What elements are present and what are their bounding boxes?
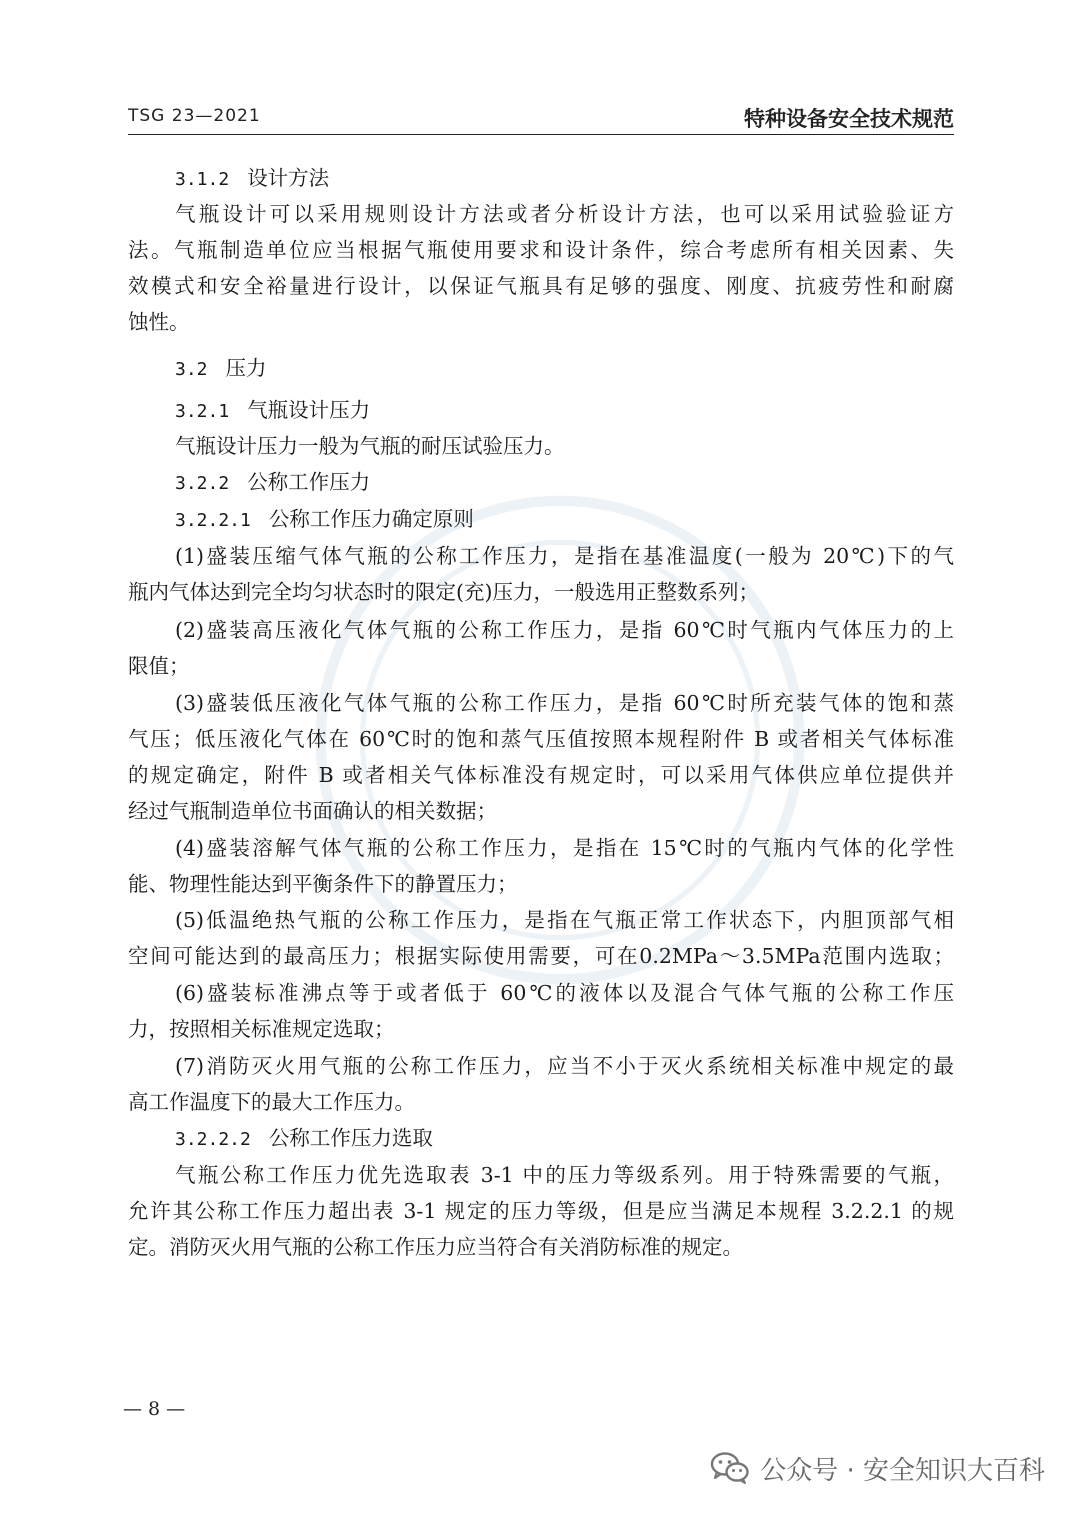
wechat-account-watermark bbox=[710, 1448, 1045, 1488]
list-item-line: 瓶内气体达到完全均匀状态时的限定(充)压力，一般选用正整数系列； bbox=[128, 580, 759, 604]
section-title: 公称工作压力确定原则 bbox=[268, 507, 474, 531]
page-header bbox=[128, 100, 954, 135]
page-number: — 8 — bbox=[123, 1398, 186, 1420]
paragraph-line: 气瓶设计可以采用规则设计方法或者分析设计方法，也可以采用试验验证方 bbox=[175, 202, 954, 226]
section-title: 压力 bbox=[225, 356, 267, 380]
section-heading-3-2-2-2 bbox=[175, 1120, 433, 1156]
wechat-account-name: 公众号 · 安全知识大百科 bbox=[760, 1455, 1045, 1486]
paragraph-line: 气瓶设计压力一般为气瓶的耐压试验压力。 bbox=[175, 434, 565, 458]
standard-code: TSG 23—2021 bbox=[128, 106, 261, 126]
list-item-line: (1)盛装压缩气体气瓶的公称工作压力，是指在基准温度(一般为 20℃)下的气 bbox=[175, 544, 954, 568]
list-item-line: (7)消防灭火用气瓶的公称工作压力，应当不小于灭火系统相关标准中规定的最 bbox=[175, 1054, 954, 1078]
list-item-line: (2)盛装高压液化气体气瓶的公称工作压力，是指 60℃时气瓶内气体压力的上 bbox=[175, 618, 954, 642]
list-item-line: 高工作温度下的最大工作压力。 bbox=[128, 1090, 415, 1114]
paragraph-line: 气瓶公称工作压力优先选取表 3-1 中的压力等级系列。用于特殊需要的气瓶， bbox=[175, 1163, 954, 1187]
section-heading-3-2-2 bbox=[175, 464, 370, 500]
section-heading-3-1-2 bbox=[175, 160, 329, 196]
paragraph-line: 法。气瓶制造单位应当根据气瓶使用要求和设计条件，综合考虑所有相关因素、失 bbox=[128, 238, 954, 262]
section-number: 3.2.2.2 bbox=[175, 1129, 251, 1150]
list-item-line: 限值； bbox=[128, 654, 190, 678]
list-item-line: (3)盛装低压液化气体气瓶的公称工作压力，是指 60℃时所充装气体的饱和蒸 bbox=[175, 691, 954, 715]
section-number: 3.2.1 bbox=[175, 401, 230, 422]
section-heading-3-2-2-1 bbox=[175, 501, 474, 537]
section-heading-3-2 bbox=[175, 350, 267, 386]
list-item-line: (4)盛装溶解气体气瓶的公称工作压力，是指在 15℃时的气瓶内气体的化学性 bbox=[175, 836, 954, 860]
list-item-line: 气压；低压液化气体在 60℃时的饱和蒸气压值按照本规程附件 B 或者相关气体标准 bbox=[128, 727, 954, 751]
section-title: 公称工作压力选取 bbox=[268, 1126, 433, 1150]
paragraph-line: 允许其公称工作压力超出表 3-1 规定的压力等级，但是应当满足本规程 3.2.2.1 的规 bbox=[128, 1199, 954, 1223]
section-title: 公称工作压力 bbox=[247, 470, 371, 494]
section-number: 3.2 bbox=[175, 359, 208, 380]
section-number: 3.1.2 bbox=[175, 169, 230, 190]
list-item-line: (5)低温绝热气瓶的公称工作压力，是指在气瓶正常工作状态下，内胆顶部气相 bbox=[175, 908, 954, 932]
list-item-line: 的规定确定，附件 B 或者相关气体标准没有规定时，可以采用气体供应单位提供并 bbox=[128, 763, 954, 787]
list-item-line: 空间可能达到的最高压力；根据实际使用需要，可在0.2MPa～3.5MPa范围内选取； bbox=[128, 944, 954, 968]
list-item-line: 力，按照相关标准规定选取； bbox=[128, 1017, 395, 1041]
list-item-line: 能、物理性能达到平衡条件下的静置压力； bbox=[128, 872, 518, 896]
section-title: 设计方法 bbox=[247, 166, 330, 190]
header-title: 特种设备安全技术规范 bbox=[744, 107, 954, 131]
section-heading-3-2-1 bbox=[175, 392, 370, 428]
list-item-line: 经过气瓶制造单位书面确认的相关数据； bbox=[128, 799, 497, 823]
paragraph-line: 蚀性。 bbox=[128, 310, 190, 334]
section-number: 3.2.2.1 bbox=[175, 510, 251, 531]
section-title: 气瓶设计压力 bbox=[247, 398, 371, 422]
paragraph-line: 效模式和安全裕量进行设计，以保证气瓶具有足够的强度、刚度、抗疲劳性和耐腐 bbox=[128, 274, 954, 298]
wechat-icon bbox=[710, 1451, 750, 1485]
section-number: 3.2.2 bbox=[175, 473, 230, 494]
paragraph-line: 定。消防灭火用气瓶的公称工作压力应当符合有关消防标准的规定。 bbox=[128, 1235, 743, 1259]
list-item-line: (6)盛装标准沸点等于或者低于 60℃的液体以及混合气体气瓶的公称工作压 bbox=[175, 981, 954, 1005]
